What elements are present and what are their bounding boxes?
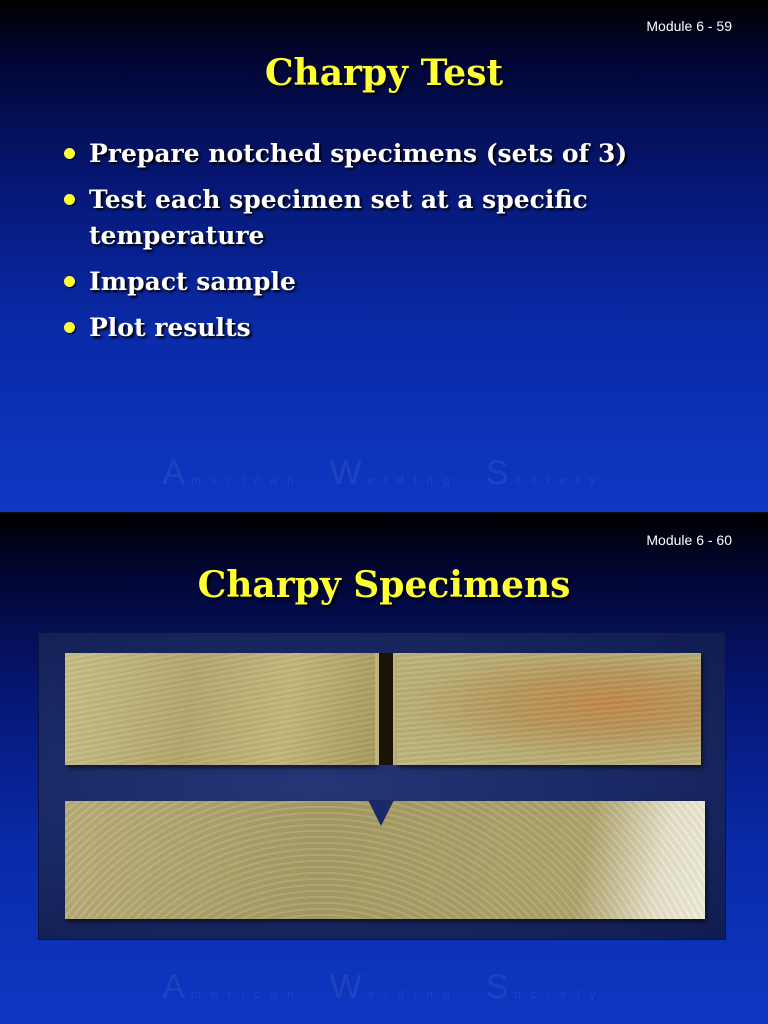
- specimen-notch-slot: [375, 653, 397, 765]
- v-notch: [368, 800, 394, 826]
- bullet-item: [64, 136, 724, 172]
- module-number: Module 6 - 60: [646, 532, 732, 548]
- bullet-text: Test each specimen set at a specific temperature: [89, 185, 588, 250]
- bullet-item: [64, 310, 724, 346]
- module-number: Module 6 - 59: [646, 18, 732, 34]
- slide-title: Charpy Specimens: [197, 564, 571, 606]
- bullet-text: Impact sample: [89, 267, 296, 296]
- aws-watermark: American W elding S ociety: [162, 968, 606, 1006]
- bullet-dot-icon: [64, 322, 75, 333]
- slide-60: [0, 512, 768, 1024]
- fractured-specimen-right-half: [397, 653, 701, 765]
- bullet-item: [64, 182, 724, 254]
- slide-title: Charpy Test: [264, 52, 504, 94]
- charpy-specimens-photo: [38, 632, 726, 940]
- bullet-list: [64, 136, 724, 356]
- bullet-dot-icon: [64, 276, 75, 287]
- bullet-item: [64, 264, 724, 300]
- bullet-text: Plot results: [89, 313, 251, 342]
- bullet-text: Prepare notched specimens (sets of 3): [89, 139, 628, 168]
- aws-watermark: American W elding S ociety: [162, 454, 606, 492]
- fractured-specimen-left-half: [65, 653, 375, 765]
- bullet-dot-icon: [64, 194, 75, 205]
- bullet-dot-icon: [64, 148, 75, 159]
